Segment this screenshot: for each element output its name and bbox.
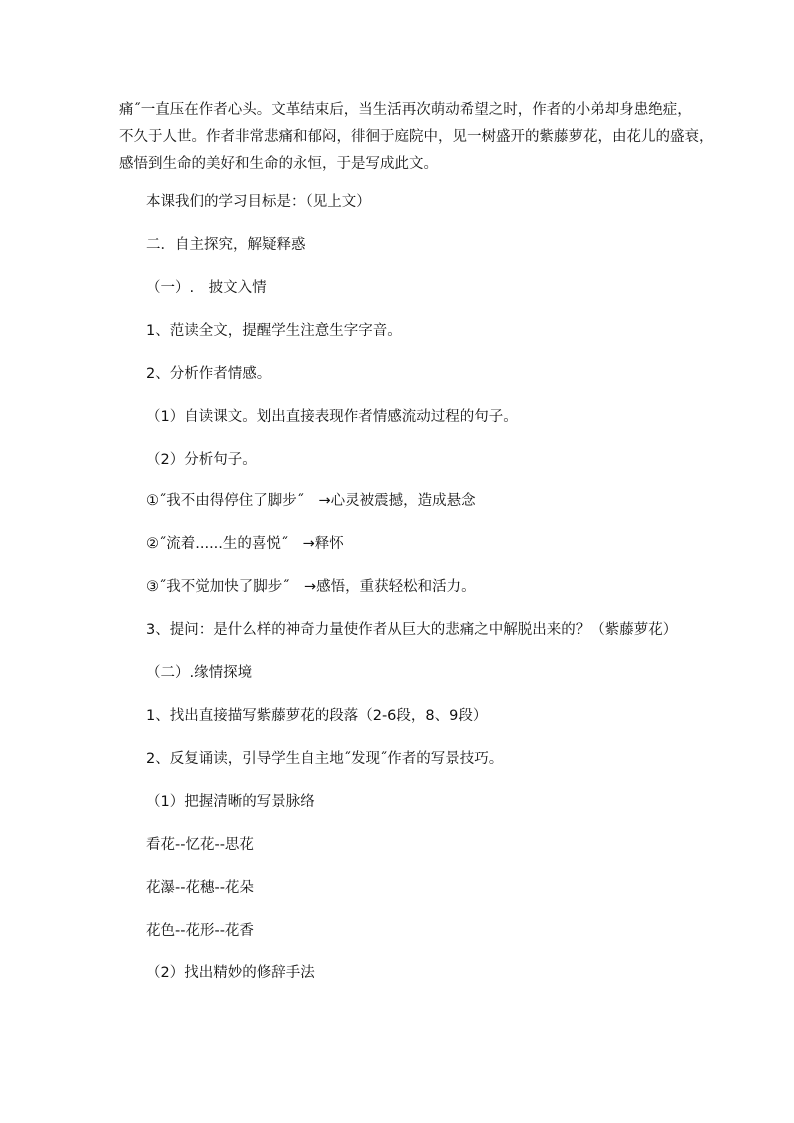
learning-goal-line: 本课我们的学习目标是：（见上文） [146,194,371,210]
sub-step-line: （1）把握清晰的写景脉络 [146,794,315,810]
sub-step-line: （1）自读课文。划出直接表现作者情感流动过程的句子。 [146,409,518,425]
step-line: 1、范读全文，提醒学生注意生字字音。 [146,323,402,339]
sentence-analysis-line: ③˝我不觉加快了脚步˝ →感悟，重获轻松和活力。 [146,579,476,595]
section-heading-2: 二．自主探究，解疑释惑 [146,237,306,253]
sub-step-line: （2）找出精妙的修辞手法 [146,965,315,981]
step-line: 1、找出直接描写紫藤萝花的段落（2-6段，8、9段） [146,708,488,724]
outline-line: 花瀑--花穗--花朵 [146,880,254,896]
step-line: 2、分析作者情感。 [146,366,272,382]
subsection-heading-1: （一）. 披文入情 [146,280,267,296]
sentence-analysis-line: ①˝我不由得停住了脚步˝ →心灵被震撼，造成悬念 [146,493,476,509]
question-line: 3、提问：是什么样的神奇力量使作者从巨大的悲痛之中解脱出来的？（紫藤萝花） [146,622,678,638]
sentence-analysis-line: ②˝流着......生的喜悦˝ →释怀 [146,536,344,552]
intro-line: 痛˝一直压在作者心头。文革结束后，当生活再次萌动希望之时，作者的小弟却身患绝症， [119,102,692,118]
intro-line: 不久于人世。作者非常悲痛和郁闷，徘徊于庭院中，见一树盛开的紫藤萝花，由花儿的盛衰， [119,129,714,145]
sub-step-line: （2）分析句子。 [146,452,257,468]
step-line: 2、反复诵读，引导学生自主地˝发现˝作者的写景技巧。 [146,751,504,767]
outline-line: 花色--花形--花香 [146,923,254,939]
intro-line: 感悟到生命的美好和生命的永恒，于是写成此文。 [119,156,438,172]
intro-paragraph [119,97,714,178]
outline-line: 看花--忆花--思花 [146,837,254,853]
subsection-heading-2: （二）.缘情探境 [146,665,253,681]
